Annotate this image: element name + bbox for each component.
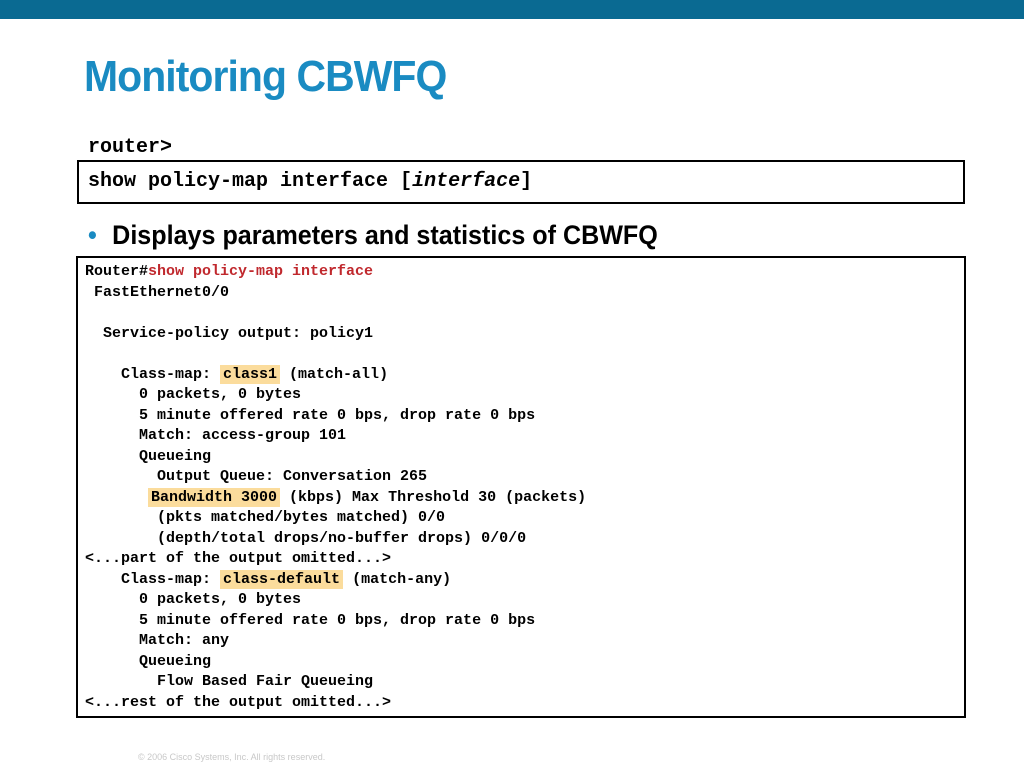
output-line: Queueing [85, 447, 212, 465]
output-line: Output Queue: Conversation 265 [85, 468, 428, 485]
output-line: 0 packets, 0 bytes [85, 591, 302, 608]
slide-title: Monitoring CBWFQ [84, 52, 447, 101]
output-line [85, 262, 586, 283]
cli-output [85, 262, 586, 713]
output-line [85, 365, 586, 386]
output-line: <...rest of the output omitted...> [85, 693, 392, 711]
output-line: FastEthernet0/0 [85, 283, 230, 301]
highlight-class1: class1 [220, 365, 280, 384]
highlight-class-default: class-default [220, 570, 343, 589]
output-line: 0 packets, 0 bytes [85, 386, 302, 403]
output-line: Service-policy output: policy1 [85, 324, 374, 342]
output-text: (match-all) [280, 365, 389, 383]
bullet-text: Displays parameters and statistics of CBWFQ [112, 220, 658, 250]
output-line: (pkts matched/bytes matched) 0/0 [85, 509, 446, 526]
output-text [85, 489, 148, 506]
entered-command: show policy-map interface [148, 263, 374, 280]
bullet-item [88, 220, 658, 251]
output-line: (depth/total drops/no-buffer drops) 0/0/0 [85, 529, 527, 547]
output-line [85, 303, 586, 324]
output-line: Flow Based Fair Queueing [85, 673, 374, 690]
output-text: (match-any) [343, 570, 452, 588]
output-line: Queueing [85, 652, 212, 670]
copyright-footer: © 2006 Cisco Systems, Inc. All rights reserved. [138, 752, 326, 762]
router-prompt: Router# [85, 263, 149, 280]
output-text: (kbps) Max Threshold 30 (packets) [280, 488, 587, 506]
cli-prompt: router> [88, 136, 173, 159]
output-line: Match: any [85, 632, 230, 649]
output-line: <...part of the output omitted...> [85, 550, 392, 567]
output-line: Match: access-group 101 [85, 427, 347, 444]
output-text: Class-map: [85, 570, 221, 588]
output-line: 5 minute offered rate 0 bps, drop rate 0 bps [85, 406, 536, 424]
output-line [85, 344, 586, 365]
command-syntax-box [77, 160, 965, 204]
command-argument: interface [412, 170, 521, 193]
bullet-icon: • [88, 220, 97, 250]
command-syntax [88, 170, 532, 193]
cli-output-box [76, 256, 966, 718]
output-line [85, 570, 586, 591]
command-close-bracket: ] [520, 170, 533, 193]
output-text: Class-map: [85, 365, 221, 383]
highlight-bandwidth: Bandwidth 3000 [148, 488, 280, 507]
command-text: show policy-map interface [ [88, 170, 413, 193]
top-bar [0, 0, 1024, 19]
output-line: 5 minute offered rate 0 bps, drop rate 0 bps [85, 611, 536, 629]
output-line [85, 488, 586, 509]
